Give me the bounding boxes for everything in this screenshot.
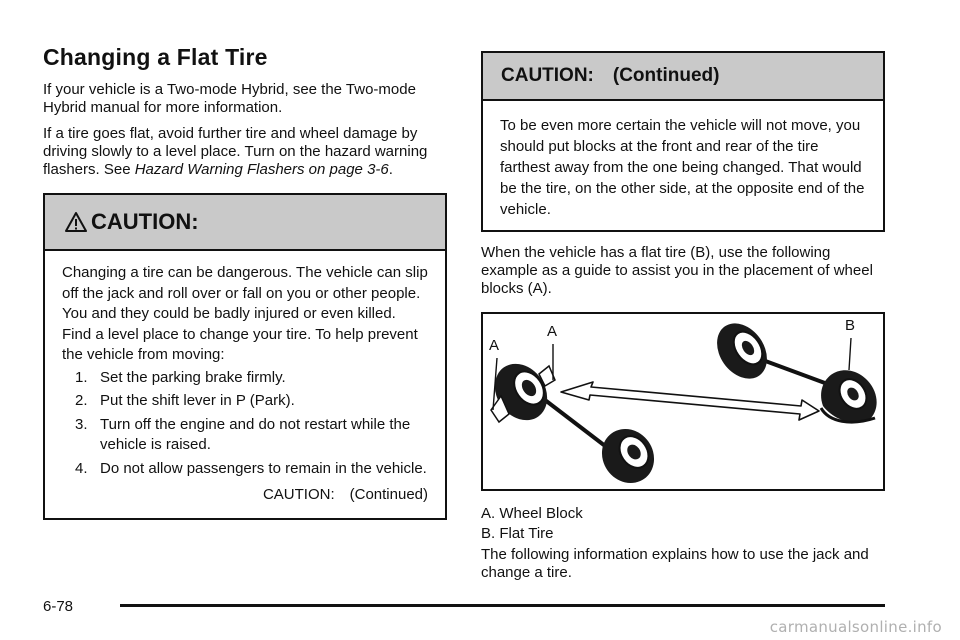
flat-tire-icon (821, 370, 877, 422)
hazard-flashers-link[interactable]: Hazard Warning Flashers on page 3-6 (134, 161, 389, 178)
label-a: A (489, 337, 500, 354)
caution-step (62, 415, 428, 456)
wheel-diagram (483, 314, 883, 489)
closing-paragraph: The following information explains how to use the jack and change a tire. (481, 546, 869, 581)
step-text: Put the shift lever in P (Park). (100, 392, 295, 409)
flat-tire-paragraph (43, 125, 447, 179)
caution-steps (62, 368, 428, 480)
label-a: A (547, 323, 558, 340)
caution-text: Changing a tire can be dangerous. The vehicle can slip off the jack and roll over or fall on you or other people. You and they could be badly injured or even killed. Find a level place to change your tire. To help prevent the vehicle from moving: (62, 264, 428, 363)
label-b-leader (849, 338, 851, 370)
step-number: 3. (75, 415, 88, 433)
tire-icon (707, 314, 777, 388)
flat-tire-end: . (388, 161, 393, 178)
caution-heading: CAUTION: (91, 209, 199, 234)
double-arrow-icon (561, 382, 819, 420)
intro-paragraph: If your vehicle is a Two-mode Hybrid, see the Two-mode Hybrid manual for more information. (43, 81, 416, 116)
right-column (481, 51, 885, 590)
step-text: Do not allow passengers to remain in the vehicle. (100, 459, 427, 477)
flat-tire-text: If a tire goes flat, avoid further tire and wheel damage by driving slowly to a level place. Turn on the hazard warning flashers. See (43, 125, 428, 178)
step-text: Set the parking brake firmly. (100, 368, 286, 386)
step-number: 1. (75, 368, 88, 386)
step-number: 4. (75, 459, 88, 477)
label-b: B (845, 317, 856, 334)
caution-continued-heading: CAUTION: (Continued) (501, 65, 720, 86)
legend-item: A. Wheel Block (481, 505, 583, 522)
figure-legend (481, 504, 885, 544)
caution-step (62, 368, 428, 389)
caution-step (62, 391, 428, 412)
wheel-block-figure (481, 312, 885, 491)
step-text: Turn off the engine and do not restart while the vehicle is raised. (100, 415, 411, 453)
left-column (43, 44, 447, 520)
page-number: 6-78 (43, 598, 74, 615)
caution-box (43, 193, 447, 520)
caution-body (45, 251, 445, 518)
watermark: carmanualsonline.info (769, 618, 942, 636)
figure-intro: When the vehicle has a flat tire (B), use the following example as a guide to assist you in the placement of wheel blocks (A). (481, 244, 873, 297)
tire-icon (591, 419, 664, 489)
caution-header (45, 195, 445, 251)
footer-rule (120, 604, 885, 607)
caution-continued-box (481, 51, 885, 232)
page-title: Changing a Flat Tire (43, 44, 268, 70)
caution-step (62, 459, 428, 480)
warning-icon (65, 211, 87, 233)
legend-item: B. Flat Tire (481, 525, 554, 542)
caution-continued-header (483, 53, 883, 101)
tire-icon (484, 354, 558, 431)
step-number: 2. (75, 392, 88, 409)
caution-continued-body: To be even more certain the vehicle will not move, you should put blocks at the front and rear of the tire farthest away from the one being changed. That would be the tire, on the other side, at the opposite end of the vehicle. (500, 117, 865, 218)
caution-continued: CAUTION: (Continued) (262, 486, 428, 503)
